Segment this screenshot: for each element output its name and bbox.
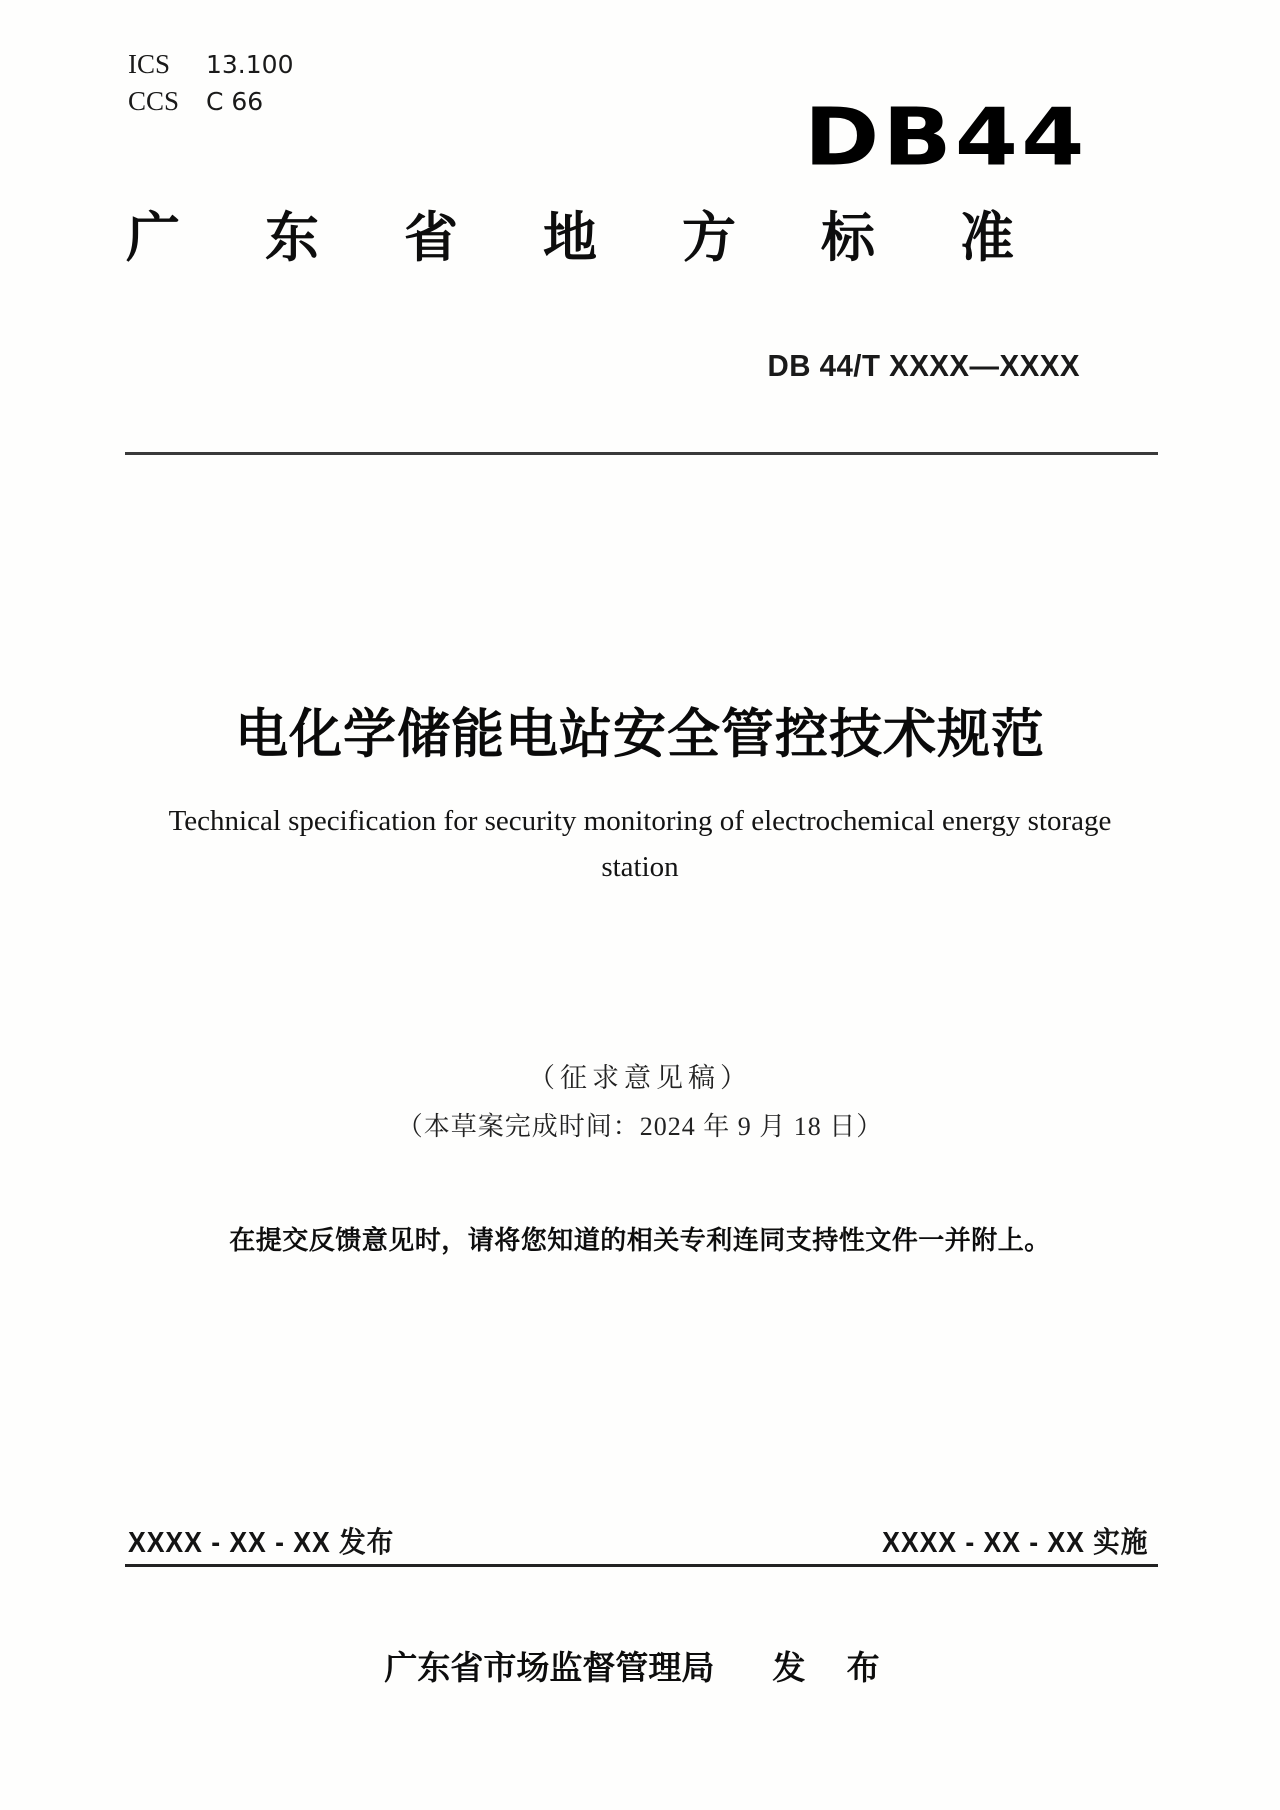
ccs-row xyxy=(128,83,293,120)
ccs-value: C 66 xyxy=(206,87,264,116)
title-english-line1: Technical specification for security monitoring of electrochemical energy storage xyxy=(168,805,1112,837)
footer-rule xyxy=(125,1564,1158,1567)
publisher-row xyxy=(0,1642,1280,1689)
standard-type-line: 广东省地方标准 xyxy=(126,208,1099,268)
title-english-line2: station xyxy=(601,851,679,883)
publish-label: 发 布 xyxy=(772,1649,896,1686)
patent-notice: 在提交反馈意见时，请将您知道的相关专利连同支持性文件一并附上。 xyxy=(229,1225,1051,1255)
ics-row xyxy=(128,46,293,83)
implementation-date: XXXX - XX - XX 实施 xyxy=(881,1527,1148,1559)
ics-value: 13.100 xyxy=(206,50,294,79)
ccs-label: CCS xyxy=(128,86,180,116)
issue-date: XXXX - XX - XX 发布 xyxy=(128,1527,395,1559)
db44-logo: DB44 xyxy=(804,91,1088,184)
classification-block xyxy=(128,46,293,120)
draft-completion-date: （本草案完成时间：2024 年 9 月 18 日） xyxy=(396,1112,884,1141)
draft-status: （征求意见稿） xyxy=(528,1063,752,1093)
ics-label: ICS xyxy=(128,49,171,79)
publisher-name: 广东省市场监督管理局 xyxy=(384,1649,715,1686)
dates-row xyxy=(128,1520,1148,1561)
title-chinese: 电化学储能电站安全管控技术规范 xyxy=(235,705,1045,764)
title-english xyxy=(90,798,1190,890)
header-rule xyxy=(125,452,1158,455)
document-number: DB 44/T XXXX—XXXX xyxy=(767,348,1080,383)
